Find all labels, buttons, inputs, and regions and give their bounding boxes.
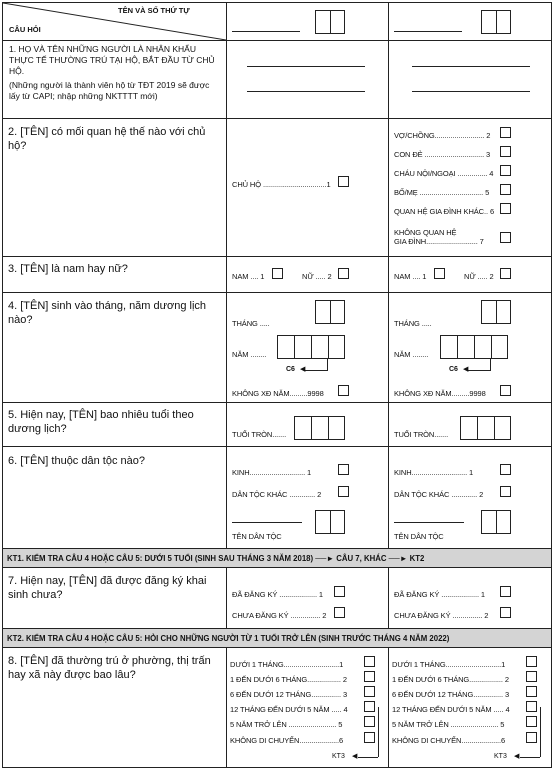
row-line <box>2 567 552 568</box>
q8-checkbox-1-p2[interactable] <box>526 656 537 667</box>
q2-checkbox-2[interactable] <box>500 127 511 138</box>
q4-skip-p2: C6 <box>449 366 458 373</box>
q8-option-1-p2: DƯỚI 1 THÁNG............................1 <box>392 660 506 669</box>
q2-text: 2. [TÊN] có mối quan hệ thế nào với chủ hộ? <box>8 126 206 152</box>
person1-name-line[interactable] <box>232 31 300 32</box>
q7-yes-p1: ĐÃ ĐĂNG KÝ ................... 1 <box>232 590 323 599</box>
q8-checkbox-3-p2[interactable] <box>526 686 537 697</box>
box-divider <box>496 10 497 34</box>
box-divider <box>328 335 329 359</box>
skip-arrow-stem <box>327 359 328 371</box>
q6-kinh-checkbox-p1[interactable] <box>338 464 349 475</box>
q8-checkbox-5-p1[interactable] <box>364 716 375 727</box>
row-line <box>2 402 552 403</box>
q6-text: 6. [TÊN] thuộc dân tộc nào? <box>8 455 145 467</box>
skip-arrow-line <box>468 370 490 371</box>
kt2-text: KT2. KIỂM TRA CÂU 4 HOẶC CÂU 5: HỎI CHO NHỮNG NGƯỜI TỪ 1 TUỔI TRỞ LÊN (SINH TRƯỚC THÁNG 4 NĂM 2022) <box>7 634 450 643</box>
q3-female-checkbox-p1[interactable] <box>338 268 349 279</box>
q6-other-checkbox-p2[interactable] <box>500 486 511 497</box>
box-divider <box>311 416 312 440</box>
q8-option-6-p2: KHÔNG DI CHUYỂN....................6 <box>392 736 506 745</box>
q3-male-checkbox-p1[interactable] <box>272 268 283 279</box>
q8-checkbox-4-p2[interactable] <box>526 701 537 712</box>
q7-yes-checkbox-p2[interactable] <box>500 586 511 597</box>
q2-option-5: BỐ/MẸ ................................ 5 <box>394 188 490 197</box>
q4-month-label-p1: THÁNG ..... <box>232 319 270 328</box>
q5-label-p2: TUỔI TRÒN....... <box>394 430 449 439</box>
box-divider <box>330 300 331 324</box>
q2-checkbox-6[interactable] <box>500 203 511 214</box>
q8-option-4-p1: 12 THÁNG ĐẾN DƯỚI 5 NĂM ..... 4 <box>230 705 348 714</box>
q4-unknown-checkbox-p2[interactable] <box>500 385 511 396</box>
q3-female-checkbox-p2[interactable] <box>500 268 511 279</box>
header-row-label: CÂU HỎI <box>9 25 41 34</box>
box-divider <box>474 335 475 359</box>
q2-checkbox-5[interactable] <box>500 184 511 195</box>
q8-option-3-p2: 6 ĐẾN DƯỚI 12 THÁNG............... 3 <box>392 690 510 699</box>
q6-name-label-p2: TÊN DÂN TỘC <box>394 532 444 541</box>
q5-label-p1: TUỔI TRÒN....... <box>232 430 287 439</box>
q2-option-6: QUAN HỆ GIA ĐÌNH KHÁC.. 6 <box>394 207 495 216</box>
q6-name-label-p1: TÊN DÂN TỘC <box>232 532 282 541</box>
q5-age-box-p1[interactable] <box>294 416 345 440</box>
q2-option-3: CON ĐẺ .............................. 3 <box>394 150 491 159</box>
kt1-band <box>3 549 551 567</box>
q2-checkbox-7[interactable] <box>500 232 511 243</box>
q3-male-p2: NAM .... 1 <box>394 272 427 281</box>
q4-text: 4. [TÊN] sinh vào tháng, năm dương lịch nào? <box>8 300 207 326</box>
q8-checkbox-4-p1[interactable] <box>364 701 375 712</box>
q8-option-5-p1: 5 NĂM TRỞ LÊN ........................ 5 <box>230 720 343 729</box>
q7-no-p2: CHƯA ĐĂNG KÝ ............... 2 <box>394 611 489 620</box>
box-divider <box>496 300 497 324</box>
q8-checkbox-3-p1[interactable] <box>364 686 375 697</box>
person2-fullname-line-2[interactable] <box>412 91 530 92</box>
box-divider <box>477 416 478 440</box>
kt1-goto-1: CÂU 7, KHÁC <box>336 554 387 563</box>
q8-checkbox-2-p1[interactable] <box>364 671 375 682</box>
q8-skip-line-p1 <box>358 757 378 758</box>
q8-checkbox-5-p2[interactable] <box>526 716 537 727</box>
q8-skip-line-p2 <box>520 757 540 758</box>
col-divider-1 <box>226 2 227 768</box>
q8-skip-p2: KT3 <box>494 753 507 760</box>
q6-kinh-checkbox-p2[interactable] <box>500 464 511 475</box>
skip-arrow-head: ◀ <box>300 366 306 373</box>
q3-male-checkbox-p2[interactable] <box>434 268 445 279</box>
box-divider <box>494 416 495 440</box>
q2-option-4: CHÁU NỘI/NGOẠI ............... 4 <box>394 169 494 178</box>
q8-option-5-p2: 5 NĂM TRỞ LÊN ........................ 5 <box>392 720 505 729</box>
q8-option-2-p2: 1 ĐẾN DƯỚI 6 THÁNG................. 2 <box>392 675 509 684</box>
q8-checkbox-6-p1[interactable] <box>364 732 375 743</box>
kt1-arrow-2: ──► <box>388 554 408 563</box>
q4-year-label-p2: NĂM ........ <box>394 350 429 359</box>
q4-unknown-p2: KHÔNG XĐ NĂM.........9998 <box>394 389 486 398</box>
q8-option-3-p1: 6 ĐẾN DƯỚI 12 THÁNG............... 3 <box>230 690 348 699</box>
box-divider <box>330 10 331 34</box>
box-divider <box>491 335 492 359</box>
box-divider <box>311 335 312 359</box>
q2-option-7b: GIA ĐÌNH.......................... 7 <box>394 237 484 246</box>
person2-fullname-line-1[interactable] <box>412 66 530 67</box>
kt1-arrow-1: ──► <box>315 554 335 563</box>
q2-option-head: CHỦ HỘ ................................1 <box>232 180 331 189</box>
q8-option-6-p1: KHÔNG DI CHUYỂN....................6 <box>230 736 344 745</box>
q8-skip-arrow-p2: ◀ <box>514 753 520 760</box>
box-divider <box>457 335 458 359</box>
q7-no-checkbox-p2[interactable] <box>500 607 511 618</box>
q8-text: 8. [TÊN] đã thường trú ở phường, thị trấn hay xã này được bao lâu? <box>8 655 211 681</box>
q2-option-7a: KHÔNG QUAN HỆ <box>394 228 457 237</box>
q4-month-label-p2: THÁNG ..... <box>394 319 432 328</box>
kt2-band <box>3 629 551 647</box>
q8-checkbox-2-p2[interactable] <box>526 671 537 682</box>
q4-year-label-p1: NĂM ........ <box>232 350 267 359</box>
q4-skip-p1: C6 <box>286 366 295 373</box>
kt1-goto-2: KT2 <box>409 554 425 563</box>
q3-text: 3. [TÊN] là nam hay nữ? <box>8 263 128 275</box>
skip-arrow-line <box>305 370 327 371</box>
kt1-text: KT1. KIỂM TRA CÂU 4 HOẶC CÂU 5: DƯỚI 5 TUỔI (SINH SAU THÁNG 3 NĂM 2018) <box>7 554 314 563</box>
q8-skip-arrow-p1: ◀ <box>352 753 358 760</box>
q7-yes-checkbox-p1[interactable] <box>334 586 345 597</box>
box-divider <box>294 335 295 359</box>
skip-arrow-head: ◀ <box>463 366 469 373</box>
row-line <box>2 40 552 41</box>
person1-fullname-line-2[interactable] <box>247 91 365 92</box>
q2-checkbox-4[interactable] <box>500 165 511 176</box>
col-divider-2 <box>388 2 389 768</box>
q6-kinh-p1: KINH............................ 1 <box>232 468 312 477</box>
header-col-title: TÊN VÀ SỐ THỨ TỰ <box>118 6 190 15</box>
box-divider <box>496 510 497 534</box>
q6-other-p2: DÂN TỘC KHÁC ............. 2 <box>394 490 484 499</box>
q6-name-line-p1[interactable] <box>232 522 302 523</box>
row-line <box>2 446 552 447</box>
header-diagonal <box>3 3 226 40</box>
q3-female-p2: NỮ ..... 2 <box>464 272 494 281</box>
q2-checkbox-head[interactable] <box>338 176 349 187</box>
q8-option-4-p2: 12 THÁNG ĐẾN DƯỚI 5 NĂM ..... 4 <box>392 705 510 714</box>
q5-age-box-p2[interactable] <box>460 416 511 440</box>
q6-other-p1: DÂN TỘC KHÁC ............. 2 <box>232 490 322 499</box>
person1-fullname-line-1[interactable] <box>247 66 365 67</box>
box-divider <box>330 510 331 534</box>
q6-name-line-p2[interactable] <box>394 522 464 523</box>
row-line <box>2 118 552 119</box>
q8-skip-bracket-p1 <box>378 707 379 757</box>
q3-female-p1: NỮ ..... 2 <box>302 272 332 281</box>
q7-no-checkbox-p1[interactable] <box>334 607 345 618</box>
row-line <box>2 647 552 648</box>
q7-text: 7. Hiện nay, [TÊN] đã được đăng ký khai sinh chưa? <box>8 575 207 601</box>
q4-unknown-checkbox-p1[interactable] <box>338 385 349 396</box>
q8-checkbox-6-p2[interactable] <box>526 732 537 743</box>
person2-name-line[interactable] <box>394 31 462 32</box>
q6-kinh-p2: KINH............................ 1 <box>394 468 474 477</box>
q6-other-checkbox-p1[interactable] <box>338 486 349 497</box>
q7-yes-p2: ĐÃ ĐĂNG KÝ ................... 1 <box>394 590 485 599</box>
box-divider <box>328 416 329 440</box>
q5-text: 5. Hiện nay, [TÊN] bao nhiêu tuổi theo dương lịch? <box>8 409 194 435</box>
row-line <box>2 256 552 257</box>
row-line <box>2 292 552 293</box>
q8-skip-p1: KT3 <box>332 753 345 760</box>
q1-note: (Những người là thành viên hộ từ TĐT 2019 sẽ được lấy từ CAPI; nhập những NKTTTT mới) <box>9 80 210 101</box>
q1-text: 1. HỌ VÀ TÊN NHỮNG NGƯỜI LÀ NHÂN KHẨU THỰC TẾ THƯỜNG TRÚ TẠI HỘ, BẮT ĐẦU TỪ CHỦ HỘ. <box>9 44 215 76</box>
q4-unknown-p1: KHÔNG XĐ NĂM.........9998 <box>232 389 324 398</box>
q7-no-p1: CHƯA ĐĂNG KÝ ............... 2 <box>232 611 327 620</box>
q2-option-2: VỢ/CHỒNG......................... 2 <box>394 131 491 140</box>
q8-skip-bracket-p2 <box>540 707 541 757</box>
skip-arrow-stem <box>490 359 491 371</box>
q8-option-2-p1: 1 ĐẾN DƯỚI 6 THÁNG................. 2 <box>230 675 347 684</box>
q3-male-p1: NAM .... 1 <box>232 272 265 281</box>
q2-checkbox-3[interactable] <box>500 146 511 157</box>
q8-option-1-p1: DƯỚI 1 THÁNG............................1 <box>230 660 344 669</box>
q8-checkbox-1-p1[interactable] <box>364 656 375 667</box>
